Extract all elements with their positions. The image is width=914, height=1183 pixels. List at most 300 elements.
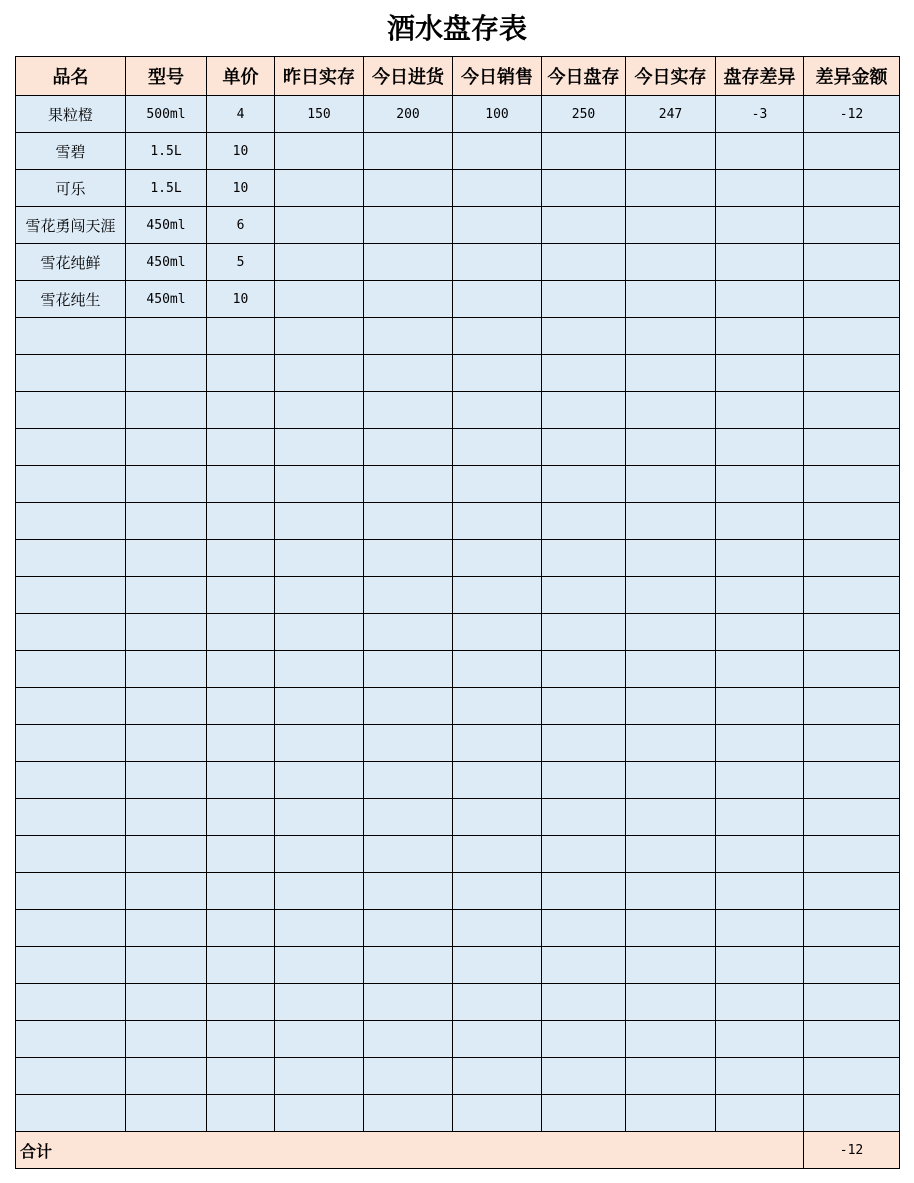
- cell-yesterday-stock[interactable]: [275, 947, 364, 984]
- cell-today-stock[interactable]: [626, 984, 716, 1021]
- cell-today-purchase[interactable]: [364, 133, 453, 170]
- cell-yesterday-stock[interactable]: [275, 540, 364, 577]
- cell-yesterday-stock[interactable]: 150: [275, 96, 364, 133]
- cell-yesterday-stock[interactable]: [275, 910, 364, 947]
- cell-name[interactable]: [16, 762, 126, 799]
- cell-name[interactable]: 可乐: [16, 170, 126, 207]
- cell-diff-amount[interactable]: [804, 466, 900, 503]
- cell-diff-amount[interactable]: [804, 318, 900, 355]
- cell-today-purchase[interactable]: [364, 984, 453, 1021]
- cell-yesterday-stock[interactable]: [275, 984, 364, 1021]
- cell-diff-amount[interactable]: [804, 873, 900, 910]
- empty-table-row: [16, 873, 900, 910]
- cell-name[interactable]: [16, 873, 126, 910]
- cell-today-count[interactable]: [542, 1021, 626, 1058]
- cell-model[interactable]: [126, 466, 207, 503]
- cell-diff-amount[interactable]: [804, 392, 900, 429]
- cell-yesterday-stock[interactable]: [275, 429, 364, 466]
- cell-count-diff[interactable]: [716, 355, 804, 392]
- cell-count-diff[interactable]: [716, 466, 804, 503]
- cell-today-count[interactable]: [542, 503, 626, 540]
- cell-count-diff[interactable]: [716, 947, 804, 984]
- cell-today-count[interactable]: [542, 873, 626, 910]
- cell-yesterday-stock[interactable]: [275, 688, 364, 725]
- cell-yesterday-stock[interactable]: [275, 1058, 364, 1095]
- cell-model[interactable]: [126, 429, 207, 466]
- cell-today-sales[interactable]: [453, 318, 542, 355]
- cell-today-stock[interactable]: [626, 429, 716, 466]
- cell-today-purchase[interactable]: [364, 355, 453, 392]
- cell-today-stock[interactable]: [626, 392, 716, 429]
- cell-today-sales[interactable]: [453, 503, 542, 540]
- cell-diff-amount[interactable]: [804, 281, 900, 318]
- cell-unit-price[interactable]: [207, 466, 275, 503]
- empty-table-row: [16, 688, 900, 725]
- cell-today-count[interactable]: [542, 281, 626, 318]
- cell-today-count[interactable]: [542, 429, 626, 466]
- cell-count-diff[interactable]: [716, 651, 804, 688]
- cell-today-count[interactable]: [542, 762, 626, 799]
- cell-today-purchase[interactable]: [364, 577, 453, 614]
- cell-today-stock[interactable]: [626, 910, 716, 947]
- cell-today-count[interactable]: [542, 651, 626, 688]
- cell-model[interactable]: [126, 392, 207, 429]
- cell-today-count[interactable]: [542, 355, 626, 392]
- cell-today-sales[interactable]: [453, 1058, 542, 1095]
- header-cell-model[interactable]: 型号: [126, 57, 207, 96]
- cell-today-count[interactable]: [542, 392, 626, 429]
- cell-count-diff[interactable]: [716, 1095, 804, 1132]
- header-cell-diff-amount[interactable]: 差异金额: [804, 57, 900, 96]
- cell-diff-amount[interactable]: [804, 540, 900, 577]
- cell-today-sales[interactable]: [453, 910, 542, 947]
- cell-diff-amount[interactable]: -12: [804, 96, 900, 133]
- cell-yesterday-stock[interactable]: [275, 577, 364, 614]
- cell-unit-price[interactable]: [207, 910, 275, 947]
- cell-today-purchase[interactable]: [364, 725, 453, 762]
- cell-count-diff[interactable]: [716, 207, 804, 244]
- header-cell-today-stock[interactable]: 今日实存: [626, 57, 716, 96]
- cell-today-stock[interactable]: [626, 873, 716, 910]
- cell-today-sales[interactable]: [453, 392, 542, 429]
- cell-today-sales[interactable]: [453, 429, 542, 466]
- cell-today-stock[interactable]: [626, 503, 716, 540]
- cell-name[interactable]: 果粒橙: [16, 96, 126, 133]
- cell-unit-price[interactable]: [207, 1058, 275, 1095]
- cell-count-diff[interactable]: [716, 133, 804, 170]
- cell-unit-price[interactable]: 6: [207, 207, 275, 244]
- cell-name[interactable]: [16, 1095, 126, 1132]
- cell-today-stock[interactable]: [626, 244, 716, 281]
- cell-model[interactable]: [126, 503, 207, 540]
- cell-today-purchase[interactable]: [364, 651, 453, 688]
- header-cell-today-purchase[interactable]: 今日进货: [364, 57, 453, 96]
- cell-today-purchase[interactable]: [364, 281, 453, 318]
- header-cell-yesterday-stock[interactable]: 昨日实存: [275, 57, 364, 96]
- cell-today-count[interactable]: 250: [542, 96, 626, 133]
- cell-today-stock[interactable]: [626, 466, 716, 503]
- cell-name[interactable]: [16, 651, 126, 688]
- cell-yesterday-stock[interactable]: [275, 873, 364, 910]
- cell-name[interactable]: 雪碧: [16, 133, 126, 170]
- empty-table-row: [16, 947, 900, 984]
- cell-diff-amount[interactable]: [804, 947, 900, 984]
- cell-today-stock[interactable]: [626, 577, 716, 614]
- cell-diff-amount[interactable]: [804, 799, 900, 836]
- cell-today-count[interactable]: [542, 244, 626, 281]
- cell-unit-price[interactable]: 10: [207, 170, 275, 207]
- total-value[interactable]: -12: [804, 1132, 900, 1169]
- cell-yesterday-stock[interactable]: [275, 1021, 364, 1058]
- cell-diff-amount[interactable]: [804, 688, 900, 725]
- cell-name[interactable]: [16, 725, 126, 762]
- cell-yesterday-stock[interactable]: [275, 207, 364, 244]
- cell-yesterday-stock[interactable]: [275, 799, 364, 836]
- cell-today-stock[interactable]: [626, 836, 716, 873]
- cell-today-count[interactable]: [542, 799, 626, 836]
- cell-yesterday-stock[interactable]: [275, 614, 364, 651]
- cell-yesterday-stock[interactable]: [275, 836, 364, 873]
- cell-today-sales[interactable]: [453, 355, 542, 392]
- cell-today-purchase[interactable]: [364, 1095, 453, 1132]
- cell-model[interactable]: [126, 577, 207, 614]
- cell-diff-amount[interactable]: [804, 503, 900, 540]
- cell-count-diff[interactable]: [716, 244, 804, 281]
- cell-today-purchase[interactable]: [364, 503, 453, 540]
- cell-yesterday-stock[interactable]: [275, 466, 364, 503]
- cell-diff-amount[interactable]: [804, 170, 900, 207]
- cell-yesterday-stock[interactable]: [275, 133, 364, 170]
- cell-today-count[interactable]: [542, 540, 626, 577]
- cell-diff-amount[interactable]: [804, 910, 900, 947]
- cell-unit-price[interactable]: [207, 503, 275, 540]
- cell-model[interactable]: [126, 1021, 207, 1058]
- cell-diff-amount[interactable]: [804, 133, 900, 170]
- cell-unit-price[interactable]: [207, 836, 275, 873]
- cell-diff-amount[interactable]: [804, 429, 900, 466]
- cell-unit-price[interactable]: [207, 873, 275, 910]
- cell-model[interactable]: [126, 355, 207, 392]
- cell-today-count[interactable]: [542, 1058, 626, 1095]
- cell-today-sales[interactable]: [453, 725, 542, 762]
- cell-model[interactable]: [126, 540, 207, 577]
- cell-count-diff[interactable]: [716, 614, 804, 651]
- cell-unit-price[interactable]: [207, 429, 275, 466]
- cell-today-purchase[interactable]: [364, 318, 453, 355]
- cell-model[interactable]: 500ml: [126, 96, 207, 133]
- cell-today-purchase[interactable]: [364, 1021, 453, 1058]
- cell-today-purchase[interactable]: [364, 392, 453, 429]
- cell-unit-price[interactable]: [207, 762, 275, 799]
- cell-today-purchase[interactable]: [364, 614, 453, 651]
- cell-today-purchase[interactable]: 200: [364, 96, 453, 133]
- cell-diff-amount[interactable]: [804, 207, 900, 244]
- cell-today-stock[interactable]: [626, 947, 716, 984]
- cell-count-diff[interactable]: [716, 799, 804, 836]
- cell-today-stock[interactable]: [626, 355, 716, 392]
- header-cell-unit-price[interactable]: 单价: [207, 57, 275, 96]
- cell-today-stock[interactable]: [626, 762, 716, 799]
- cell-count-diff[interactable]: [716, 392, 804, 429]
- cell-model[interactable]: 450ml: [126, 281, 207, 318]
- cell-unit-price[interactable]: [207, 540, 275, 577]
- cell-today-count[interactable]: [542, 947, 626, 984]
- cell-today-purchase[interactable]: [364, 170, 453, 207]
- cell-today-stock[interactable]: 247: [626, 96, 716, 133]
- cell-unit-price[interactable]: [207, 651, 275, 688]
- cell-model[interactable]: [126, 910, 207, 947]
- cell-diff-amount[interactable]: [804, 1095, 900, 1132]
- cell-today-sales[interactable]: [453, 1095, 542, 1132]
- cell-count-diff[interactable]: [716, 503, 804, 540]
- cell-name[interactable]: [16, 503, 126, 540]
- cell-today-purchase[interactable]: [364, 466, 453, 503]
- cell-count-diff[interactable]: -3: [716, 96, 804, 133]
- cell-today-count[interactable]: [542, 207, 626, 244]
- cell-today-stock[interactable]: [626, 799, 716, 836]
- cell-unit-price[interactable]: [207, 318, 275, 355]
- cell-count-diff[interactable]: [716, 540, 804, 577]
- cell-today-sales[interactable]: [453, 688, 542, 725]
- cell-yesterday-stock[interactable]: [275, 651, 364, 688]
- cell-today-stock[interactable]: [626, 688, 716, 725]
- cell-today-count[interactable]: [542, 984, 626, 1021]
- cell-count-diff[interactable]: [716, 429, 804, 466]
- cell-diff-amount[interactable]: [804, 725, 900, 762]
- cell-yesterday-stock[interactable]: [275, 392, 364, 429]
- cell-today-purchase[interactable]: [364, 207, 453, 244]
- cell-unit-price[interactable]: [207, 1021, 275, 1058]
- cell-today-count[interactable]: [542, 1095, 626, 1132]
- cell-yesterday-stock[interactable]: [275, 1095, 364, 1132]
- cell-today-count[interactable]: [542, 466, 626, 503]
- cell-model[interactable]: [126, 984, 207, 1021]
- cell-unit-price[interactable]: [207, 1095, 275, 1132]
- cell-name[interactable]: 雪花纯鲜: [16, 244, 126, 281]
- cell-model[interactable]: [126, 947, 207, 984]
- cell-name[interactable]: 雪花勇闯天涯: [16, 207, 126, 244]
- cell-today-sales[interactable]: [453, 540, 542, 577]
- cell-today-purchase[interactable]: [364, 1058, 453, 1095]
- cell-name[interactable]: [16, 836, 126, 873]
- cell-diff-amount[interactable]: [804, 614, 900, 651]
- header-cell-name[interactable]: 品名: [16, 57, 126, 96]
- cell-today-stock[interactable]: [626, 540, 716, 577]
- cell-today-count[interactable]: [542, 910, 626, 947]
- cell-yesterday-stock[interactable]: [275, 244, 364, 281]
- total-label[interactable]: 合计: [16, 1132, 804, 1169]
- cell-today-count[interactable]: [542, 725, 626, 762]
- cell-name[interactable]: [16, 392, 126, 429]
- cell-name[interactable]: 雪花纯生: [16, 281, 126, 318]
- cell-unit-price[interactable]: 10: [207, 133, 275, 170]
- cell-count-diff[interactable]: [716, 577, 804, 614]
- cell-name[interactable]: [16, 947, 126, 984]
- cell-today-purchase[interactable]: [364, 244, 453, 281]
- cell-count-diff[interactable]: [716, 910, 804, 947]
- cell-name[interactable]: [16, 429, 126, 466]
- cell-model[interactable]: [126, 651, 207, 688]
- cell-unit-price[interactable]: [207, 947, 275, 984]
- cell-count-diff[interactable]: [716, 762, 804, 799]
- cell-today-count[interactable]: [542, 133, 626, 170]
- cell-today-count[interactable]: [542, 614, 626, 651]
- cell-today-count[interactable]: [542, 688, 626, 725]
- cell-today-sales[interactable]: [453, 1021, 542, 1058]
- cell-model[interactable]: [126, 799, 207, 836]
- cell-today-sales[interactable]: [453, 133, 542, 170]
- cell-today-stock[interactable]: [626, 170, 716, 207]
- cell-name[interactable]: [16, 318, 126, 355]
- cell-today-count[interactable]: [542, 577, 626, 614]
- cell-today-purchase[interactable]: [364, 836, 453, 873]
- empty-table-row: [16, 1058, 900, 1095]
- cell-today-purchase[interactable]: [364, 762, 453, 799]
- cell-model[interactable]: 1.5L: [126, 133, 207, 170]
- cell-today-stock[interactable]: [626, 1095, 716, 1132]
- cell-diff-amount[interactable]: [804, 762, 900, 799]
- cell-unit-price[interactable]: [207, 392, 275, 429]
- cell-today-stock[interactable]: [626, 725, 716, 762]
- cell-unit-price[interactable]: 4: [207, 96, 275, 133]
- cell-count-diff[interactable]: [716, 170, 804, 207]
- cell-count-diff[interactable]: [716, 1058, 804, 1095]
- cell-name[interactable]: [16, 799, 126, 836]
- cell-today-sales[interactable]: [453, 799, 542, 836]
- cell-today-purchase[interactable]: [364, 429, 453, 466]
- cell-unit-price[interactable]: [207, 725, 275, 762]
- cell-name[interactable]: [16, 577, 126, 614]
- cell-today-purchase[interactable]: [364, 947, 453, 984]
- cell-today-sales[interactable]: [453, 614, 542, 651]
- cell-diff-amount[interactable]: [804, 836, 900, 873]
- cell-unit-price[interactable]: [207, 984, 275, 1021]
- header-cell-count-diff[interactable]: 盘存差异: [716, 57, 804, 96]
- cell-today-purchase[interactable]: [364, 799, 453, 836]
- cell-model[interactable]: 450ml: [126, 207, 207, 244]
- cell-yesterday-stock[interactable]: [275, 503, 364, 540]
- table-row: [16, 281, 900, 318]
- cell-today-sales[interactable]: [453, 577, 542, 614]
- cell-today-sales[interactable]: [453, 170, 542, 207]
- cell-name[interactable]: [16, 1058, 126, 1095]
- cell-model[interactable]: [126, 1058, 207, 1095]
- cell-model[interactable]: [126, 762, 207, 799]
- cell-today-purchase[interactable]: [364, 540, 453, 577]
- cell-today-stock[interactable]: [626, 614, 716, 651]
- cell-unit-price[interactable]: [207, 577, 275, 614]
- cell-diff-amount[interactable]: [804, 651, 900, 688]
- cell-model[interactable]: 1.5L: [126, 170, 207, 207]
- cell-count-diff[interactable]: [716, 1021, 804, 1058]
- cell-unit-price[interactable]: 10: [207, 281, 275, 318]
- cell-name[interactable]: [16, 466, 126, 503]
- cell-count-diff[interactable]: [716, 318, 804, 355]
- cell-name[interactable]: [16, 910, 126, 947]
- header-cell-today-sales[interactable]: 今日销售: [453, 57, 542, 96]
- cell-unit-price[interactable]: [207, 799, 275, 836]
- cell-name[interactable]: [16, 355, 126, 392]
- cell-today-stock[interactable]: [626, 318, 716, 355]
- cell-diff-amount[interactable]: [804, 577, 900, 614]
- cell-today-purchase[interactable]: [364, 688, 453, 725]
- cell-unit-price[interactable]: 5: [207, 244, 275, 281]
- cell-today-sales[interactable]: [453, 762, 542, 799]
- cell-model[interactable]: [126, 873, 207, 910]
- cell-model[interactable]: [126, 725, 207, 762]
- cell-diff-amount[interactable]: [804, 355, 900, 392]
- cell-count-diff[interactable]: [716, 281, 804, 318]
- cell-today-purchase[interactable]: [364, 873, 453, 910]
- cell-today-sales[interactable]: [453, 873, 542, 910]
- cell-today-stock[interactable]: [626, 1058, 716, 1095]
- cell-today-sales[interactable]: [453, 651, 542, 688]
- cell-model[interactable]: 450ml: [126, 244, 207, 281]
- cell-today-sales[interactable]: [453, 244, 542, 281]
- cell-today-stock[interactable]: [626, 207, 716, 244]
- cell-today-sales[interactable]: [453, 836, 542, 873]
- cell-today-sales[interactable]: [453, 947, 542, 984]
- table-row: [16, 170, 900, 207]
- cell-yesterday-stock[interactable]: [275, 725, 364, 762]
- table-body: [16, 96, 900, 1132]
- cell-model[interactable]: [126, 614, 207, 651]
- cell-name[interactable]: [16, 540, 126, 577]
- cell-yesterday-stock[interactable]: [275, 355, 364, 392]
- cell-today-stock[interactable]: [626, 1021, 716, 1058]
- cell-count-diff[interactable]: [716, 873, 804, 910]
- cell-today-count[interactable]: [542, 836, 626, 873]
- cell-today-stock[interactable]: [626, 133, 716, 170]
- cell-today-stock[interactable]: [626, 651, 716, 688]
- cell-today-sales[interactable]: 100: [453, 96, 542, 133]
- cell-today-count[interactable]: [542, 318, 626, 355]
- cell-count-diff[interactable]: [716, 984, 804, 1021]
- cell-model[interactable]: [126, 318, 207, 355]
- cell-today-sales[interactable]: [453, 984, 542, 1021]
- cell-today-sales[interactable]: [453, 466, 542, 503]
- cell-unit-price[interactable]: [207, 355, 275, 392]
- cell-count-diff[interactable]: [716, 688, 804, 725]
- cell-name[interactable]: [16, 614, 126, 651]
- header-cell-today-count[interactable]: 今日盘存: [542, 57, 626, 96]
- cell-today-sales[interactable]: [453, 207, 542, 244]
- cell-name[interactable]: [16, 984, 126, 1021]
- cell-diff-amount[interactable]: [804, 244, 900, 281]
- cell-yesterday-stock[interactable]: [275, 281, 364, 318]
- cell-today-count[interactable]: [542, 170, 626, 207]
- cell-yesterday-stock[interactable]: [275, 170, 364, 207]
- cell-name[interactable]: [16, 688, 126, 725]
- cell-today-purchase[interactable]: [364, 910, 453, 947]
- cell-count-diff[interactable]: [716, 836, 804, 873]
- cell-yesterday-stock[interactable]: [275, 762, 364, 799]
- cell-model[interactable]: [126, 836, 207, 873]
- cell-count-diff[interactable]: [716, 725, 804, 762]
- table-row: [16, 96, 900, 133]
- cell-unit-price[interactable]: [207, 614, 275, 651]
- cell-diff-amount[interactable]: [804, 984, 900, 1021]
- cell-diff-amount[interactable]: [804, 1021, 900, 1058]
- cell-unit-price[interactable]: [207, 688, 275, 725]
- cell-model[interactable]: [126, 688, 207, 725]
- cell-today-stock[interactable]: [626, 281, 716, 318]
- cell-yesterday-stock[interactable]: [275, 318, 364, 355]
- cell-name[interactable]: [16, 1021, 126, 1058]
- cell-today-sales[interactable]: [453, 281, 542, 318]
- cell-diff-amount[interactable]: [804, 1058, 900, 1095]
- cell-model[interactable]: [126, 1095, 207, 1132]
